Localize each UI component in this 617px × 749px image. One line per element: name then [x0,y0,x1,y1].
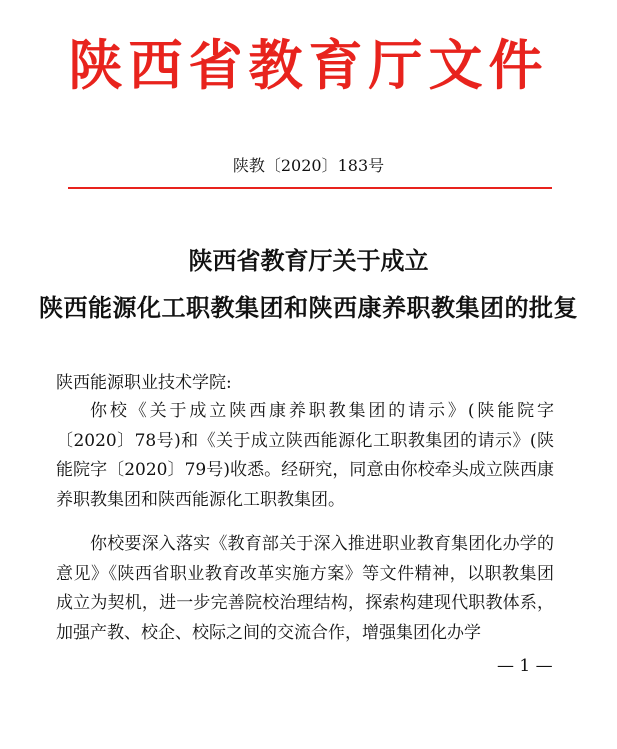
addressee: 陕西能源职业技术学院: [56,373,232,393]
document-header-title: 陕西省教育厅文件 [68,33,549,97]
red-divider-line [68,187,552,189]
body-paragraph-2: 你校要深入落实《教育部关于深入推进职业教育集团化办学的意见》《陕西省职业教育改革实施方案》等文件精神，以职教集团成立为契机，进一步完善院校治理结构，探索构建现代职教体系，加强产教、校企、校际之间的交流合作，增强集团化办学 [56,534,554,643]
document-number: 陕教〔2020〕183号 [232,156,385,175]
document-title-line2: 陕西能源化工职教集团和陕西康养职教集团的批复 [39,293,578,322]
body-paragraph-1: 你校《关于成立陕西康养职教集团的请示》(陕能院字〔2020〕78号)和《关于成立陕西能源化工职教集团的请示》(陕能院字〔2020〕79号)收悉。经研究，同意由你校牵头成立陕西康养职教集团和陕西能源化工职教集团。 [56,401,554,510]
document-title-line1: 陕西省教育厅关于成立 [188,246,429,275]
page-number: — 1 — [497,656,553,676]
